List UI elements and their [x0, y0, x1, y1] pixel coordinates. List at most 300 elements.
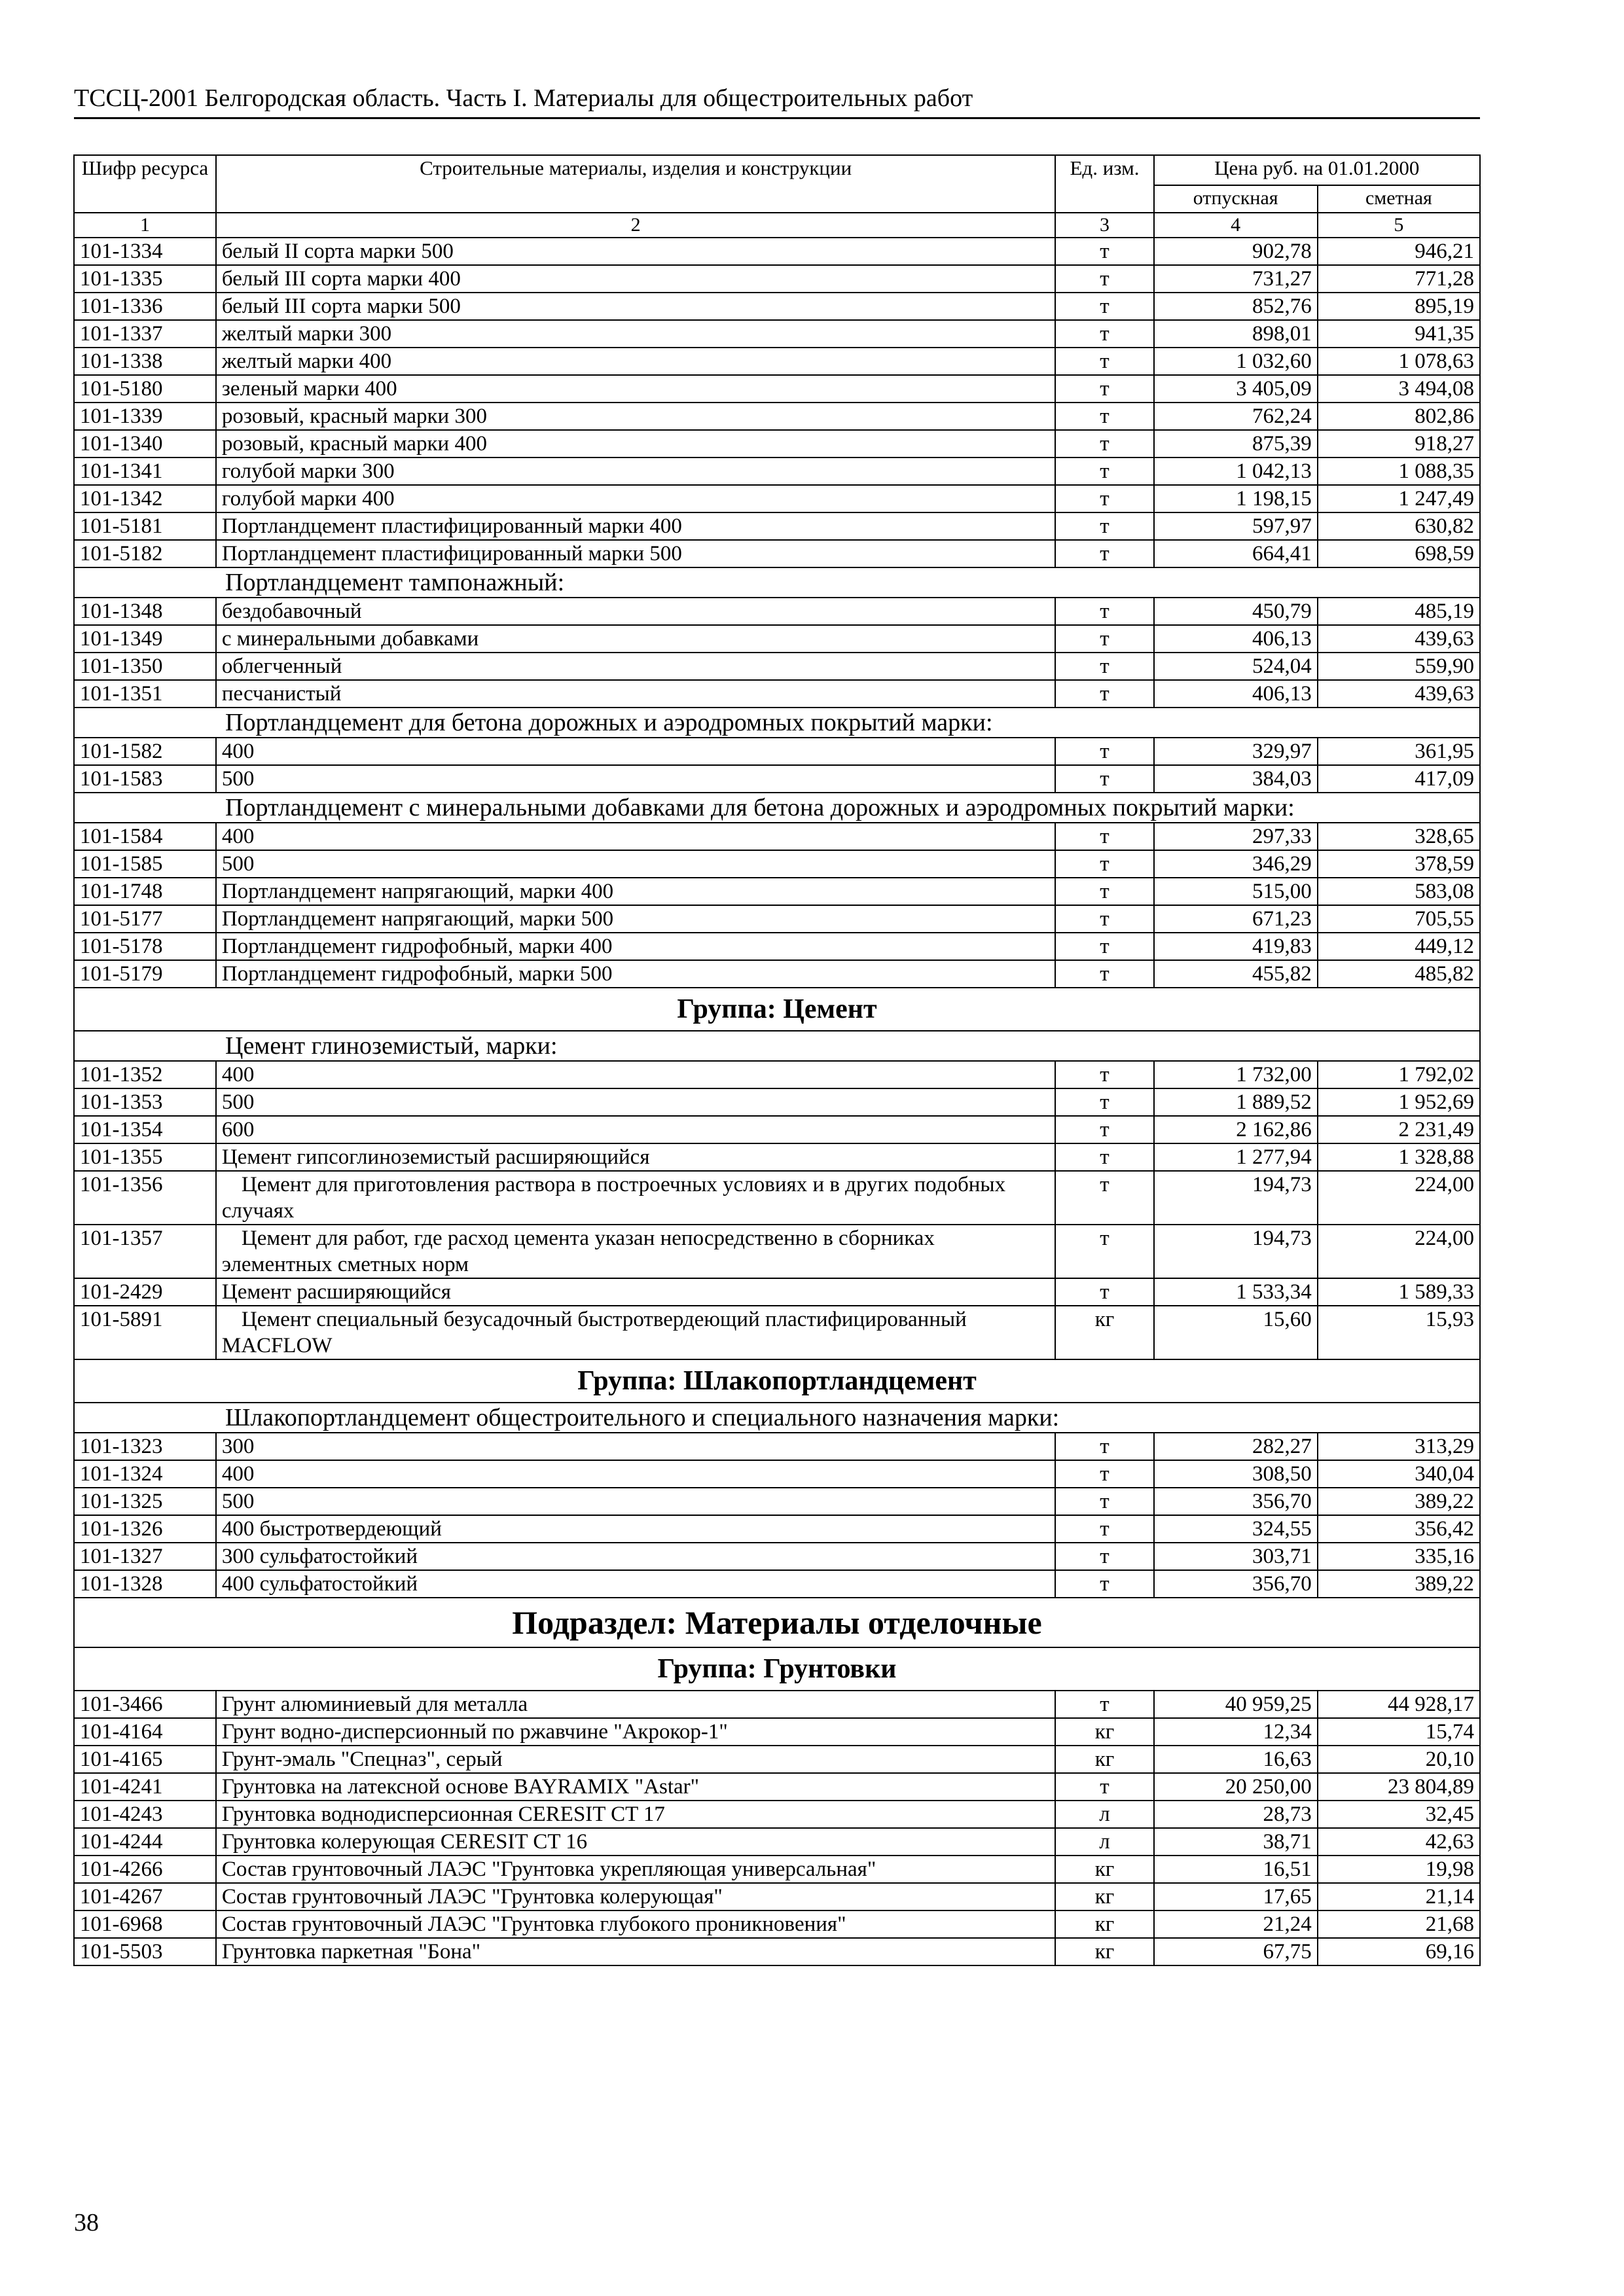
resource-code: 101-1338: [74, 348, 216, 375]
subheading-row: [74, 708, 1480, 738]
unit-cell: кг: [1055, 1938, 1153, 1965]
table-row: [74, 1828, 1480, 1856]
group-title: Группа: Цемент: [74, 988, 1480, 1031]
material-name: Цемент специальный безусадочный быстротвердеющий пластифицированный MACFLOW: [216, 1306, 1056, 1359]
resource-code: 101-1748: [74, 878, 216, 905]
estimate-price-cell: 15,93: [1318, 1306, 1480, 1359]
table-row: [74, 265, 1480, 293]
unit-cell: кг: [1055, 1746, 1153, 1773]
table-row: [74, 1910, 1480, 1938]
material-name: бездобавочный: [216, 598, 1056, 625]
resource-code: 101-1582: [74, 738, 216, 765]
unit-cell: т: [1055, 933, 1153, 960]
unit-cell: т: [1055, 850, 1153, 878]
table-row: [74, 1171, 1480, 1225]
material-name: розовый, красный марки 400: [216, 430, 1056, 457]
table-row: [74, 850, 1480, 878]
table-row: [74, 348, 1480, 375]
resource-code: 101-1334: [74, 238, 216, 265]
resource-code: 101-1349: [74, 625, 216, 653]
unit-cell: т: [1055, 738, 1153, 765]
material-name: Цемент гипсоглиноземистый расширяющийся: [216, 1143, 1056, 1171]
estimate-price-cell: 378,59: [1318, 850, 1480, 878]
unit-cell: кг: [1055, 1306, 1153, 1359]
group-row: [74, 1359, 1480, 1403]
estimate-price-cell: 449,12: [1318, 933, 1480, 960]
column-header-release-price: отпускная: [1154, 185, 1318, 213]
estimate-price-cell: 771,28: [1318, 265, 1480, 293]
unit-cell: т: [1055, 625, 1153, 653]
estimate-price-cell: 356,42: [1318, 1515, 1480, 1543]
unit-cell: т: [1055, 265, 1153, 293]
resource-code: 101-1584: [74, 823, 216, 850]
estimate-price-cell: 335,16: [1318, 1543, 1480, 1570]
table-row: [74, 878, 1480, 905]
release-price-cell: 356,70: [1154, 1488, 1318, 1515]
release-price-cell: 902,78: [1154, 238, 1318, 265]
column-number: 2: [216, 213, 1056, 238]
unit-cell: л: [1055, 1828, 1153, 1856]
resource-code: 101-4266: [74, 1856, 216, 1883]
unit-cell: т: [1055, 1570, 1153, 1598]
release-price-cell: 664,41: [1154, 540, 1318, 567]
resource-code: 101-5181: [74, 512, 216, 540]
material-name: розовый, красный марки 300: [216, 403, 1056, 430]
resource-code: 101-5177: [74, 905, 216, 933]
release-price-cell: 356,70: [1154, 1570, 1318, 1598]
unit-cell: кг: [1055, 1883, 1153, 1910]
release-price-cell: 2 162,86: [1154, 1116, 1318, 1143]
estimate-price-cell: 1 792,02: [1318, 1061, 1480, 1088]
resource-code: 101-1325: [74, 1488, 216, 1515]
release-price-cell: 329,97: [1154, 738, 1318, 765]
resource-code: 101-1355: [74, 1143, 216, 1171]
estimate-price-cell: 485,19: [1318, 598, 1480, 625]
column-number: 1: [74, 213, 216, 238]
unit-cell: т: [1055, 905, 1153, 933]
group-row: [74, 988, 1480, 1031]
table-row: [74, 1460, 1480, 1488]
column-number-row: [74, 213, 1480, 238]
table-row: [74, 905, 1480, 933]
release-price-cell: 324,55: [1154, 1515, 1318, 1543]
table-row: [74, 320, 1480, 348]
unit-cell: т: [1055, 1278, 1153, 1306]
table-row: [74, 1143, 1480, 1171]
material-name: Грунт-эмаль "Спецназ", серый: [216, 1746, 1056, 1773]
unit-cell: кг: [1055, 1856, 1153, 1883]
page-title: ТССЦ-2001 Белгородская область. Часть I. Материалы для общестроительных работ: [74, 84, 973, 112]
estimate-price-cell: 224,00: [1318, 1225, 1480, 1278]
release-price-cell: 419,83: [1154, 933, 1318, 960]
material-name: 400: [216, 738, 1056, 765]
release-price-cell: 1 042,13: [1154, 457, 1318, 485]
subheading-text: Портландцемент тампонажный:: [74, 567, 1480, 598]
unit-cell: т: [1055, 348, 1153, 375]
unit-cell: т: [1055, 1460, 1153, 1488]
release-price-cell: 297,33: [1154, 823, 1318, 850]
estimate-price-cell: 313,29: [1318, 1433, 1480, 1460]
resource-code: 101-2429: [74, 1278, 216, 1306]
material-name: 500: [216, 765, 1056, 793]
estimate-price-cell: 340,04: [1318, 1460, 1480, 1488]
unit-cell: т: [1055, 1088, 1153, 1116]
material-name: 600: [216, 1116, 1056, 1143]
estimate-price-cell: 918,27: [1318, 430, 1480, 457]
release-price-cell: 12,34: [1154, 1718, 1318, 1746]
material-name: Портландцемент напрягающий, марки 500: [216, 905, 1056, 933]
resource-code: 101-5182: [74, 540, 216, 567]
section-title: Подраздел: Материалы отделочные: [74, 1598, 1480, 1647]
estimate-price-cell: 21,68: [1318, 1910, 1480, 1938]
section-row: [74, 1598, 1480, 1647]
material-name: песчанистый: [216, 680, 1056, 708]
estimate-price-cell: 583,08: [1318, 878, 1480, 905]
unit-cell: т: [1055, 1433, 1153, 1460]
material-name: Состав грунтовочный ЛАЭС "Грунтовка укрепляющая универсальная": [216, 1856, 1056, 1883]
unit-cell: т: [1055, 457, 1153, 485]
subheading-row: [74, 1031, 1480, 1061]
unit-cell: т: [1055, 293, 1153, 320]
table-row: [74, 1856, 1480, 1883]
material-name: 400 сульфатостойкий: [216, 1570, 1056, 1598]
estimate-price-cell: 1 247,49: [1318, 485, 1480, 512]
material-name: 300 сульфатостойкий: [216, 1543, 1056, 1570]
unit-cell: т: [1055, 512, 1153, 540]
table-row: [74, 1938, 1480, 1965]
material-name: 400: [216, 823, 1056, 850]
table-row: [74, 1883, 1480, 1910]
table-row: [74, 1061, 1480, 1088]
column-header-code: Шифр ресурса: [74, 155, 216, 213]
estimate-price-cell: 3 494,08: [1318, 375, 1480, 403]
material-name: Портландцемент гидрофобный, марки 500: [216, 960, 1056, 988]
header-rule: [74, 117, 1480, 119]
column-header-estimate-price: сметная: [1318, 185, 1480, 213]
unit-cell: т: [1055, 430, 1153, 457]
column-number: 3: [1055, 213, 1153, 238]
estimate-price-cell: 15,74: [1318, 1718, 1480, 1746]
unit-cell: т: [1055, 1171, 1153, 1225]
estimate-price-cell: 389,22: [1318, 1488, 1480, 1515]
subheading-text: Портландцемент с минеральными добавками для бетона дорожных и аэродромных покрытий марки:: [74, 793, 1480, 823]
resource-code: 101-1585: [74, 850, 216, 878]
resource-code: 101-1340: [74, 430, 216, 457]
material-name: Грунт алюминиевый для металла: [216, 1691, 1056, 1718]
release-price-cell: 406,13: [1154, 680, 1318, 708]
estimate-price-cell: 23 804,89: [1318, 1773, 1480, 1801]
material-name: белый II сорта марки 500: [216, 238, 1056, 265]
material-name: Цемент для работ, где расход цемента указан непосредственно в сборниках элементных сметных норм: [216, 1225, 1056, 1278]
material-name: 400 быстротвердеющий: [216, 1515, 1056, 1543]
column-header-price: Цена руб. на 01.01.2000: [1154, 155, 1480, 185]
material-name: 500: [216, 1488, 1056, 1515]
estimate-price-cell: 20,10: [1318, 1746, 1480, 1773]
subheading-text: Шлакопортландцемент общестроительного и специального назначения марки:: [74, 1403, 1480, 1433]
material-name: с минеральными добавками: [216, 625, 1056, 653]
estimate-price-cell: 224,00: [1318, 1171, 1480, 1225]
release-price-cell: 406,13: [1154, 625, 1318, 653]
resource-code: 101-1350: [74, 653, 216, 680]
release-price-cell: 671,23: [1154, 905, 1318, 933]
resource-code: 101-1339: [74, 403, 216, 430]
resource-code: 101-3466: [74, 1691, 216, 1718]
table-row: [74, 1801, 1480, 1828]
unit-cell: т: [1055, 1691, 1153, 1718]
material-name: 500: [216, 850, 1056, 878]
release-price-cell: 852,76: [1154, 293, 1318, 320]
table-row: [74, 625, 1480, 653]
subheading-row: [74, 567, 1480, 598]
unit-cell: кг: [1055, 1910, 1153, 1938]
material-name: Грунт водно-дисперсионный по ржавчине "Акрокор-1": [216, 1718, 1056, 1746]
resource-code: 101-5180: [74, 375, 216, 403]
column-header-name: Строительные материалы, изделия и конструкции: [216, 155, 1056, 213]
estimate-price-cell: 361,95: [1318, 738, 1480, 765]
estimate-price-cell: 389,22: [1318, 1570, 1480, 1598]
table-row: [74, 1088, 1480, 1116]
page-header: [74, 84, 1480, 119]
material-name: Портландцемент напрягающий, марки 400: [216, 878, 1056, 905]
release-price-cell: 16,51: [1154, 1856, 1318, 1883]
resource-code: 101-1351: [74, 680, 216, 708]
table-row: [74, 1433, 1480, 1460]
release-price-cell: 194,73: [1154, 1225, 1318, 1278]
column-number: 4: [1154, 213, 1318, 238]
release-price-cell: 3 405,09: [1154, 375, 1318, 403]
estimate-price-cell: 19,98: [1318, 1856, 1480, 1883]
table-header-row-1: [74, 155, 1480, 185]
resource-code: 101-5179: [74, 960, 216, 988]
release-price-cell: 346,29: [1154, 850, 1318, 878]
table-row: [74, 1746, 1480, 1773]
material-name: 300: [216, 1433, 1056, 1460]
subheading-row: [74, 1403, 1480, 1433]
resource-code: 101-1356: [74, 1171, 216, 1225]
material-name: Портландцемент пластифицированный марки 400: [216, 512, 1056, 540]
resource-code: 101-4164: [74, 1718, 216, 1746]
unit-cell: т: [1055, 1225, 1153, 1278]
table-row: [74, 598, 1480, 625]
unit-cell: т: [1055, 1515, 1153, 1543]
material-name: голубой марки 400: [216, 485, 1056, 512]
group-row: [74, 1647, 1480, 1691]
resource-code: 101-5503: [74, 1938, 216, 1965]
estimate-price-cell: 895,19: [1318, 293, 1480, 320]
release-price-cell: 17,65: [1154, 1883, 1318, 1910]
release-price-cell: 762,24: [1154, 403, 1318, 430]
resource-code: 101-5178: [74, 933, 216, 960]
estimate-price-cell: 1 952,69: [1318, 1088, 1480, 1116]
unit-cell: т: [1055, 1143, 1153, 1171]
material-name: Цемент расширяющийся: [216, 1278, 1056, 1306]
price-table-wrapper: [73, 154, 1481, 1966]
release-price-cell: 282,27: [1154, 1433, 1318, 1460]
material-name: Портландцемент пластифицированный марки 500: [216, 540, 1056, 567]
table-row: [74, 1570, 1480, 1598]
resource-code: 101-4241: [74, 1773, 216, 1801]
material-name: Грунтовка воднодисперсионная CERESIT CT 17: [216, 1801, 1056, 1828]
material-name: Грунтовка паркетная "Бона": [216, 1938, 1056, 1965]
resource-code: 101-1357: [74, 1225, 216, 1278]
material-name: облегченный: [216, 653, 1056, 680]
release-price-cell: 1 277,94: [1154, 1143, 1318, 1171]
release-price-cell: 455,82: [1154, 960, 1318, 988]
release-price-cell: 1 198,15: [1154, 485, 1318, 512]
estimate-price-cell: 439,63: [1318, 680, 1480, 708]
table-row: [74, 1718, 1480, 1746]
material-name: 500: [216, 1088, 1056, 1116]
resource-code: 101-1326: [74, 1515, 216, 1543]
release-price-cell: 450,79: [1154, 598, 1318, 625]
estimate-price-cell: 328,65: [1318, 823, 1480, 850]
table-row: [74, 1306, 1480, 1359]
material-name: белый III сорта марки 500: [216, 293, 1056, 320]
resource-code: 101-4267: [74, 1883, 216, 1910]
material-name: зеленый марки 400: [216, 375, 1056, 403]
estimate-price-cell: 1 589,33: [1318, 1278, 1480, 1306]
unit-cell: т: [1055, 485, 1153, 512]
material-name: Состав грунтовочный ЛАЭС "Грунтовка колерующая": [216, 1883, 1056, 1910]
release-price-cell: 67,75: [1154, 1938, 1318, 1965]
release-price-cell: 515,00: [1154, 878, 1318, 905]
material-name: Состав грунтовочный ЛАЭС "Грунтовка глубокого проникновения": [216, 1910, 1056, 1938]
resource-code: 101-1583: [74, 765, 216, 793]
material-name: желтый марки 300: [216, 320, 1056, 348]
release-price-cell: 384,03: [1154, 765, 1318, 793]
release-price-cell: 28,73: [1154, 1801, 1318, 1828]
estimate-price-cell: 946,21: [1318, 238, 1480, 265]
table-row: [74, 823, 1480, 850]
release-price-cell: 875,39: [1154, 430, 1318, 457]
estimate-price-cell: 1 078,63: [1318, 348, 1480, 375]
table-row: [74, 1543, 1480, 1570]
unit-cell: т: [1055, 1116, 1153, 1143]
unit-cell: т: [1055, 540, 1153, 567]
resource-code: 101-1342: [74, 485, 216, 512]
resource-code: 101-1348: [74, 598, 216, 625]
estimate-price-cell: 44 928,17: [1318, 1691, 1480, 1718]
material-name: 400: [216, 1460, 1056, 1488]
release-price-cell: 597,97: [1154, 512, 1318, 540]
estimate-price-cell: 705,55: [1318, 905, 1480, 933]
resource-code: 101-1328: [74, 1570, 216, 1598]
release-price-cell: 524,04: [1154, 653, 1318, 680]
unit-cell: т: [1055, 238, 1153, 265]
unit-cell: т: [1055, 1543, 1153, 1570]
table-row: [74, 1116, 1480, 1143]
estimate-price-cell: 485,82: [1318, 960, 1480, 988]
resource-code: 101-1353: [74, 1088, 216, 1116]
estimate-price-cell: 417,09: [1318, 765, 1480, 793]
estimate-price-cell: 69,16: [1318, 1938, 1480, 1965]
resource-code: 101-5891: [74, 1306, 216, 1359]
estimate-price-cell: 559,90: [1318, 653, 1480, 680]
table-row: [74, 765, 1480, 793]
table-row: [74, 653, 1480, 680]
price-table-body: [74, 155, 1480, 1965]
release-price-cell: 308,50: [1154, 1460, 1318, 1488]
unit-cell: т: [1055, 960, 1153, 988]
release-price-cell: 20 250,00: [1154, 1773, 1318, 1801]
column-header-unit: Ед. изм.: [1055, 155, 1153, 213]
table-row: [74, 485, 1480, 512]
material-name: Грунтовка колерующая CERESIT CT 16: [216, 1828, 1056, 1856]
estimate-price-cell: 21,14: [1318, 1883, 1480, 1910]
unit-cell: т: [1055, 1773, 1153, 1801]
material-name: белый III сорта марки 400: [216, 265, 1056, 293]
release-price-cell: 40 959,25: [1154, 1691, 1318, 1718]
resource-code: 101-1336: [74, 293, 216, 320]
table-row: [74, 960, 1480, 988]
unit-cell: т: [1055, 878, 1153, 905]
resource-code: 101-1337: [74, 320, 216, 348]
unit-cell: т: [1055, 823, 1153, 850]
unit-cell: т: [1055, 375, 1153, 403]
resource-code: 101-1335: [74, 265, 216, 293]
material-name: Цемент для приготовления раствора в построечных условиях и в других подобных случаях: [216, 1171, 1056, 1225]
release-price-cell: 898,01: [1154, 320, 1318, 348]
resource-code: 101-1352: [74, 1061, 216, 1088]
release-price-cell: 21,24: [1154, 1910, 1318, 1938]
table-row: [74, 680, 1480, 708]
material-name: Портландцемент гидрофобный, марки 400: [216, 933, 1056, 960]
table-row: [74, 238, 1480, 265]
table-row: [74, 512, 1480, 540]
table-row: [74, 293, 1480, 320]
table-row: [74, 933, 1480, 960]
estimate-price-cell: 42,63: [1318, 1828, 1480, 1856]
subheading-text: Портландцемент для бетона дорожных и аэродромных покрытий марки:: [74, 708, 1480, 738]
resource-code: 101-1341: [74, 457, 216, 485]
table-row: [74, 457, 1480, 485]
table-row: [74, 1515, 1480, 1543]
estimate-price-cell: 698,59: [1318, 540, 1480, 567]
page-number: 38: [74, 2209, 99, 2236]
material-name: 400: [216, 1061, 1056, 1088]
material-name: Грунтовка на латексной основе BAYRAMIX "Astar": [216, 1773, 1056, 1801]
unit-cell: т: [1055, 403, 1153, 430]
unit-cell: т: [1055, 320, 1153, 348]
subheading-text: Цемент глиноземистый, марки:: [74, 1031, 1480, 1061]
release-price-cell: 38,71: [1154, 1828, 1318, 1856]
resource-code: 101-4165: [74, 1746, 216, 1773]
table-row: [74, 738, 1480, 765]
release-price-cell: 1 732,00: [1154, 1061, 1318, 1088]
estimate-price-cell: 439,63: [1318, 625, 1480, 653]
table-row: [74, 1225, 1480, 1278]
resource-code: 101-1327: [74, 1543, 216, 1570]
unit-cell: кг: [1055, 1718, 1153, 1746]
unit-cell: т: [1055, 598, 1153, 625]
table-row: [74, 1488, 1480, 1515]
table-row: [74, 403, 1480, 430]
table-row: [74, 1773, 1480, 1801]
table-row: [74, 430, 1480, 457]
estimate-price-cell: 1 088,35: [1318, 457, 1480, 485]
unit-cell: т: [1055, 653, 1153, 680]
estimate-price-cell: 2 231,49: [1318, 1116, 1480, 1143]
resource-code: 101-6968: [74, 1910, 216, 1938]
release-price-cell: 15,60: [1154, 1306, 1318, 1359]
estimate-price-cell: 1 328,88: [1318, 1143, 1480, 1171]
release-price-cell: 1 889,52: [1154, 1088, 1318, 1116]
resource-code: 101-1354: [74, 1116, 216, 1143]
unit-cell: л: [1055, 1801, 1153, 1828]
price-table: [73, 154, 1481, 1966]
estimate-price-cell: 630,82: [1318, 512, 1480, 540]
release-price-cell: 303,71: [1154, 1543, 1318, 1570]
